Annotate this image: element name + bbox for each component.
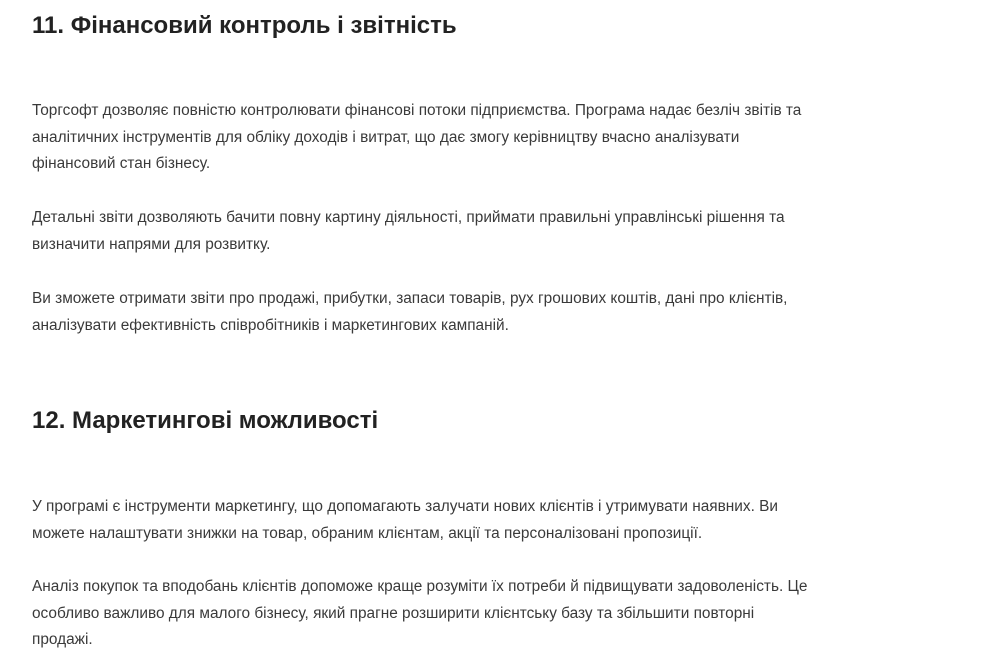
paragraph-line: Торгсофт дозволяє повністю контролювати фінансові потоки підприємства. Програма надає безліч звітів та <box>32 102 802 119</box>
paragraph-line: Аналіз покупок та вподобань клієнтів допоможе краще розуміти їх потреби й підвищувати задоволеність. Це <box>32 578 808 595</box>
paragraph-line: визначити напрями для розвитку. <box>32 235 271 253</box>
section-11-title: 11. Фінансовий контроль і звітність <box>32 12 457 39</box>
section-11-paragraph-1 <box>32 98 902 178</box>
section-12-paragraph-1 <box>32 494 902 547</box>
paragraph-line: продажі. <box>32 631 93 648</box>
section-12-paragraph-2 <box>32 574 902 654</box>
section-11-paragraph-2 <box>32 205 902 258</box>
paragraph-line: фінансовий стан бізнесу. <box>32 155 211 172</box>
paragraph-line: Детальні звіти дозволяють бачити повну картину діяльності, приймати правильні управлінські рішення та <box>32 209 785 226</box>
paragraph-line: особливо важливо для малого бізнесу, який прагне розширити клієнтську базу та збільшити повторні <box>32 604 755 622</box>
section-11-paragraph-3 <box>32 286 902 339</box>
paragraph-line: аналізувати ефективність співробітників і маркетингових кампаній. <box>32 316 509 334</box>
paragraph-line: можете налаштувати знижки на товар, обраним клієнтам, акції та персоналізовані пропозиції. <box>32 524 703 542</box>
paragraph-line: Ви зможете отримати звіти про продажі, прибутки, запаси товарів, рух грошових коштів, дані про клієнтів, <box>32 290 788 307</box>
section-12-title: 12. Маркетингові можливості <box>32 407 379 434</box>
paragraph-line: аналітичних інструментів для обліку доходів і витрат, що дає змогу керівництву вчасно аналізувати <box>32 128 740 146</box>
paragraph-line: У програмі є інструменти маркетингу, що допомагають залучати нових клієнтів і утримувати наявних. Ви <box>32 498 778 515</box>
